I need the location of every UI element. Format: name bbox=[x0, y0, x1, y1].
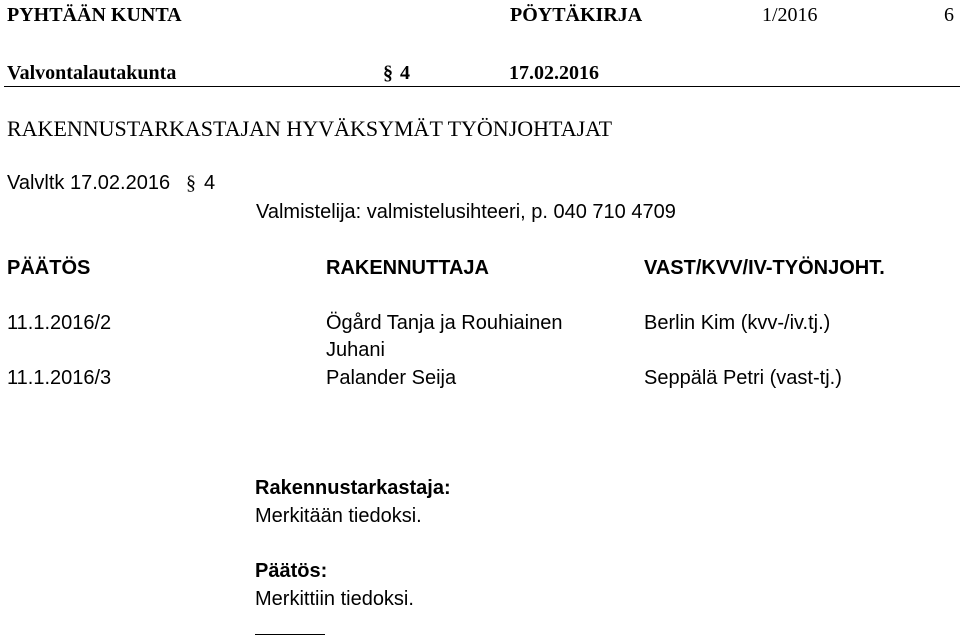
committee-name: Valvontalautakunta bbox=[7, 62, 177, 84]
proposal-text: Merkitään tiedoksi. bbox=[255, 505, 422, 527]
row2-builder: Palander Seija bbox=[326, 367, 457, 389]
row1-decision: 11.1.2016/2 bbox=[7, 312, 112, 334]
column-header-builder: RAKENNUTTAJA bbox=[326, 257, 489, 279]
document-number: 1/2016 bbox=[762, 4, 818, 26]
document-type: PÖYTÄKIRJA bbox=[510, 4, 643, 26]
header-rule bbox=[4, 86, 960, 87]
row1-supervisor: Berlin Kim (kvv-/iv.tj.) bbox=[644, 312, 831, 334]
page-number: 6 bbox=[944, 4, 954, 26]
row1-builder-cont: Juhani bbox=[326, 339, 385, 361]
decision-text: Merkittiin tiedoksi. bbox=[255, 588, 414, 610]
meeting-date: 17.02.2016 bbox=[509, 62, 599, 84]
row2-decision: 11.1.2016/3 bbox=[7, 367, 112, 389]
page-title: RAKENNUSTARKASTAJAN HYVÄKSYMÄT TYÖNJOHTAJAT bbox=[7, 116, 613, 141]
section-number: 4 bbox=[400, 62, 410, 84]
column-header-supervisor: VAST/KVV/IV-TYÖNJOHT. bbox=[644, 257, 885, 279]
reference-section-number: 4 bbox=[204, 172, 216, 194]
closing-rule bbox=[255, 634, 325, 635]
proposal-heading: Rakennustarkastaja: bbox=[255, 477, 451, 499]
decision-heading: Päätös: bbox=[255, 560, 328, 582]
organization-name: PYHTÄÄN KUNTA bbox=[7, 4, 182, 26]
reference-section-mark: § bbox=[186, 172, 196, 194]
row1-builder: Ögård Tanja ja Rouhiainen bbox=[326, 312, 563, 334]
column-header-decision: PÄÄTÖS bbox=[7, 257, 91, 279]
section-mark: § bbox=[383, 62, 393, 84]
row2-supervisor: Seppälä Petri (vast-tj.) bbox=[644, 367, 842, 389]
meeting-reference: Valvltk 17.02.2016 bbox=[7, 172, 171, 194]
preparer-line: Valmistelija: valmistelusihteeri, p. 040 710 4709 bbox=[256, 201, 676, 223]
